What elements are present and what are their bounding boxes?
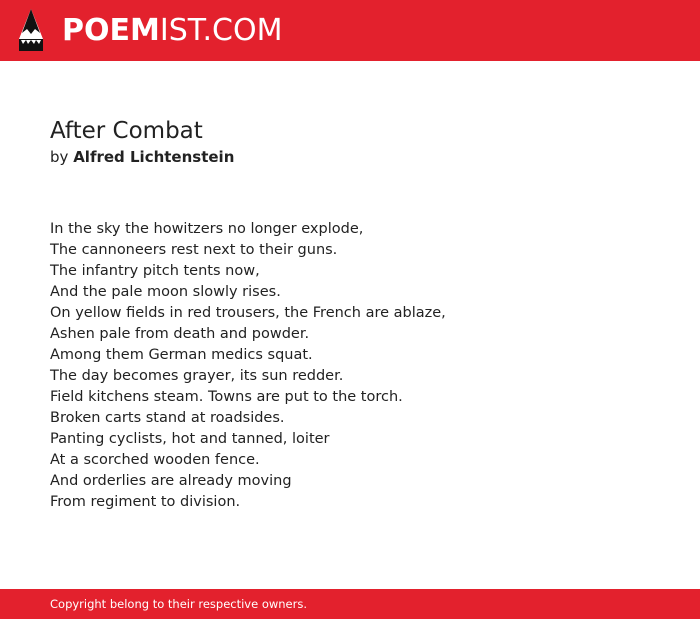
poem-line: The infantry pitch tents now, xyxy=(50,263,260,279)
poem-line: Among them German medics squat. xyxy=(50,347,313,363)
poem-byline xyxy=(50,146,670,168)
poem-line: And the pale moon slowly rises. xyxy=(50,284,281,300)
poem-line: The day becomes grayer, its sun redder. xyxy=(50,368,344,384)
poem-line: The cannoneers rest next to their guns. xyxy=(50,242,338,258)
poem-line: At a scorched wooden fence. xyxy=(50,452,260,468)
poem-author: Alfred Lichtenstein xyxy=(73,148,235,166)
poem-title: After Combat xyxy=(50,118,203,144)
poem-line: Ashen pale from death and powder. xyxy=(50,326,310,342)
site-header xyxy=(0,0,700,61)
site-logo[interactable] xyxy=(62,12,282,50)
poem-line: Panting cyclists, hot and tanned, loiter xyxy=(50,431,330,447)
logo-text-bold: POEM xyxy=(62,13,160,48)
copyright-notice: Copyright belong to their respective owners. xyxy=(50,597,308,611)
site-footer xyxy=(0,589,700,619)
poem-line: From regiment to division. xyxy=(50,494,241,510)
poem-line: Field kitchens steam. Towns are put to the torch. xyxy=(50,389,403,405)
pencil-tip-icon[interactable] xyxy=(18,9,44,52)
poem-heading xyxy=(50,116,670,168)
poem-line: And orderlies are already moving xyxy=(50,473,292,489)
by-label: by xyxy=(50,148,69,166)
poem-body xyxy=(50,219,670,513)
poem-line: In the sky the howitzers no longer explode, xyxy=(50,221,364,237)
logo-text-light: IST.COM xyxy=(159,13,283,48)
poem-line: Broken carts stand at roadsides. xyxy=(50,410,285,426)
poem-line: On yellow fields in red trousers, the French are ablaze, xyxy=(50,305,446,321)
